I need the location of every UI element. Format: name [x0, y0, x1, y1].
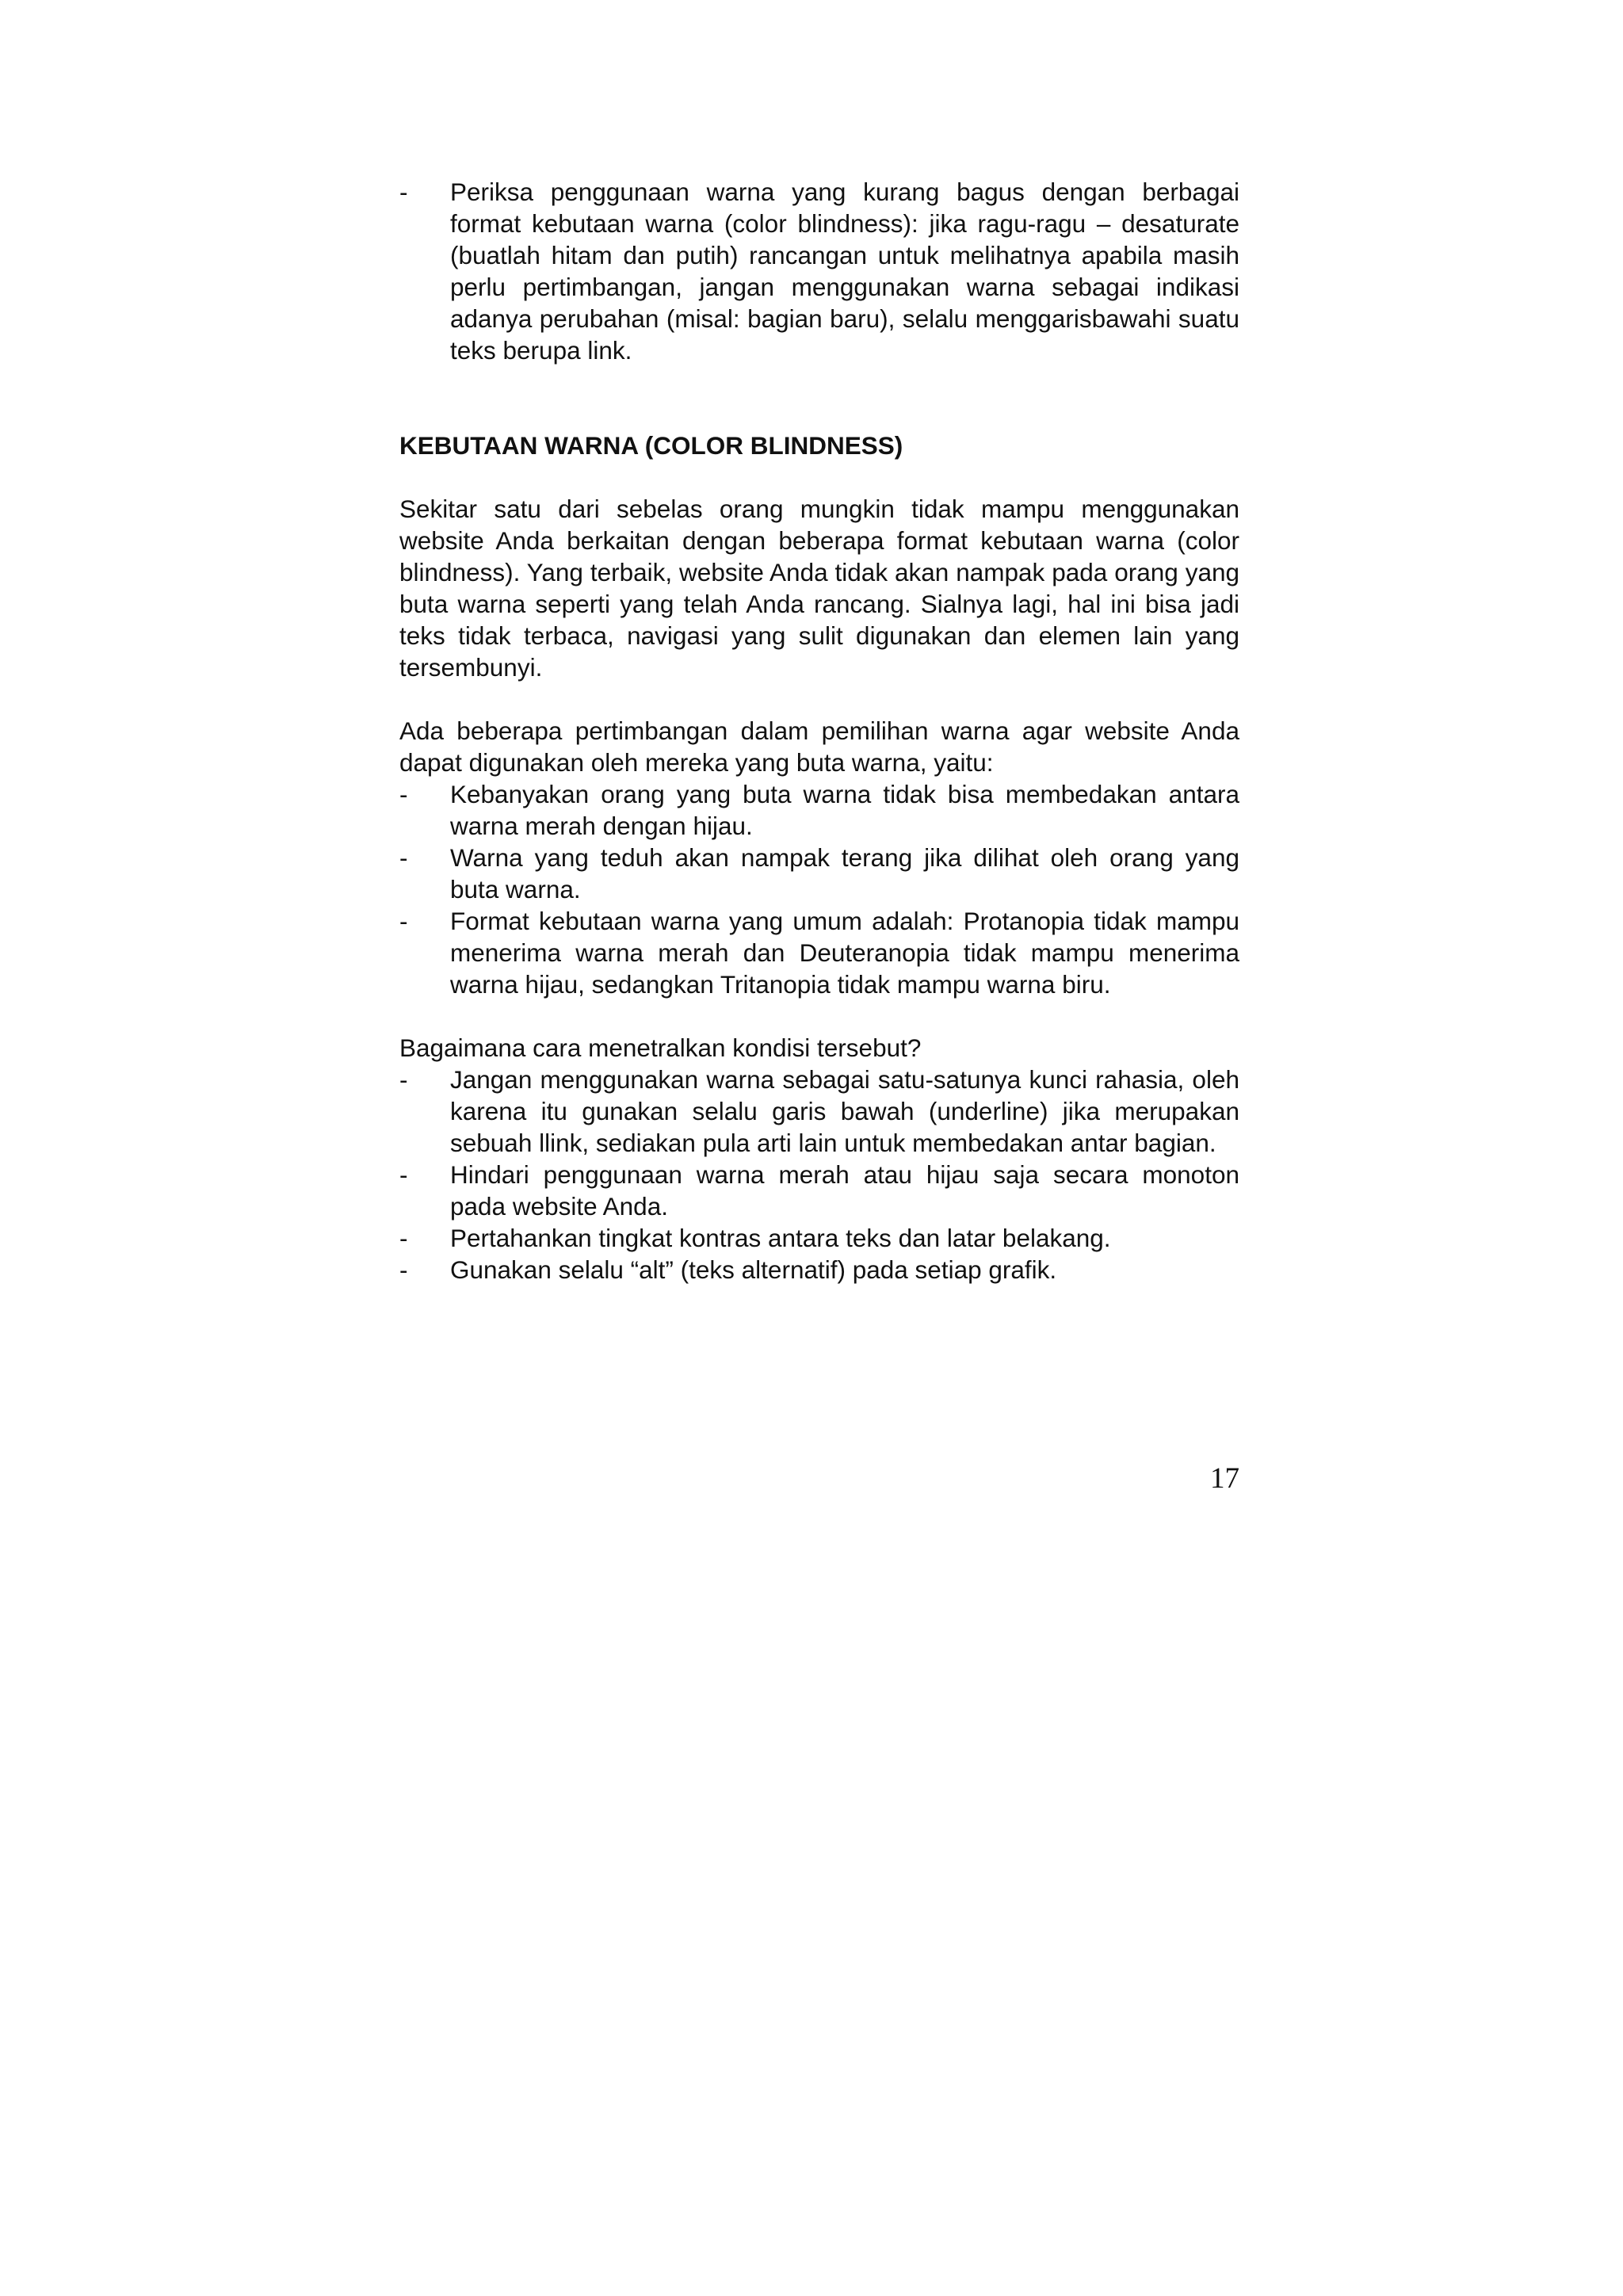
- list-bullet: -: [399, 1224, 408, 1252]
- considerations-list: [399, 778, 1239, 1000]
- list-item: [399, 1064, 1239, 1159]
- list-item-text: Hindari penggunaan warna merah atau hijau saja secara monoton pada website Anda.: [450, 1160, 1239, 1221]
- list-bullet: -: [399, 1160, 408, 1189]
- list-bullet: -: [399, 780, 408, 808]
- list-item-text: Periksa penggunaan warna yang kurang bagus dengan berbagai format kebutaan warna (color blindness): jika ragu-ragu – desaturate (buatlah hitam dan putih) rancangan untuk melihatnya apabila masih perlu pertimbangan, jangan menggunakan warna sebagai indikasi adanya perubahan (misal: bagian baru), selalu menggarisbawahi suatu teks berupa link.: [450, 178, 1239, 365]
- list-item-text: Warna yang teduh akan nampak terang jika dilihat oleh orang yang buta warna.: [450, 843, 1239, 904]
- list-item: [399, 1254, 1239, 1286]
- list-item: [399, 1222, 1239, 1254]
- page-number: 17: [1210, 1462, 1239, 1495]
- list-item-text: Jangan menggunakan warna sebagai satu-satunya kunci rahasia, oleh karena itu gunakan selalu garis bawah (underline) jika merupakan sebuah llink, sediakan pula arti lain untuk membedakan antar bagian.: [450, 1065, 1239, 1157]
- list-item-text: Kebanyakan orang yang buta warna tidak bisa membedakan antara warna merah dengan hijau.: [450, 780, 1239, 840]
- list-item: [399, 176, 1239, 366]
- list-bullet: -: [399, 907, 408, 935]
- paragraph-considerations: Ada beberapa pertimbangan dalam pemilihan warna agar website Anda dapat digunakan oleh mereka yang buta warna, yaitu:: [399, 716, 1239, 777]
- paragraph-gap: [399, 1000, 1239, 1032]
- list-item: [399, 778, 1239, 842]
- paragraph-gap: [399, 683, 1239, 715]
- list-bullet: -: [399, 1255, 408, 1284]
- list-bullet: -: [399, 843, 408, 872]
- list-bullet: -: [399, 1065, 408, 1094]
- list-item-text: Pertahankan tingkat kontras antara teks dan latar belakang.: [450, 1224, 1111, 1252]
- list-item-text: Gunakan selalu “alt” (teks alternatif) pada setiap grafik.: [450, 1255, 1057, 1284]
- paragraph-intro: Sekitar satu dari sebelas orang mungkin tidak mampu menggunakan website Anda berkaitan dengan beberapa format kebutaan warna (color blindness). Yang terbaik, website Anda tidak akan nampak pada orang yang buta warna seperti yang telah Anda rancang. Sialnya lagi, hal ini bisa jadi teks tidak terbaca, navigasi yang sulit digunakan dan elemen lain yang tersembunyi.: [399, 495, 1239, 682]
- list-item-text: Format kebutaan warna yang umum adalah: Protanopia tidak mampu menerima warna merah dan Deuteranopia tidak mampu menerima warna hijau, sedangkan Tritanopia tidak mampu warna biru.: [450, 907, 1239, 999]
- paragraph-question: Bagaimana cara menetralkan kondisi tersebut?: [399, 1033, 922, 1062]
- list-item: [399, 1159, 1239, 1222]
- list-item: [399, 905, 1239, 1000]
- list-bullet: -: [399, 178, 408, 206]
- section-heading: KEBUTAAN WARNA (COLOR BLINDNESS): [399, 431, 903, 460]
- page-content: [399, 176, 1239, 1286]
- solutions-list: [399, 1064, 1239, 1286]
- list-item: [399, 842, 1239, 905]
